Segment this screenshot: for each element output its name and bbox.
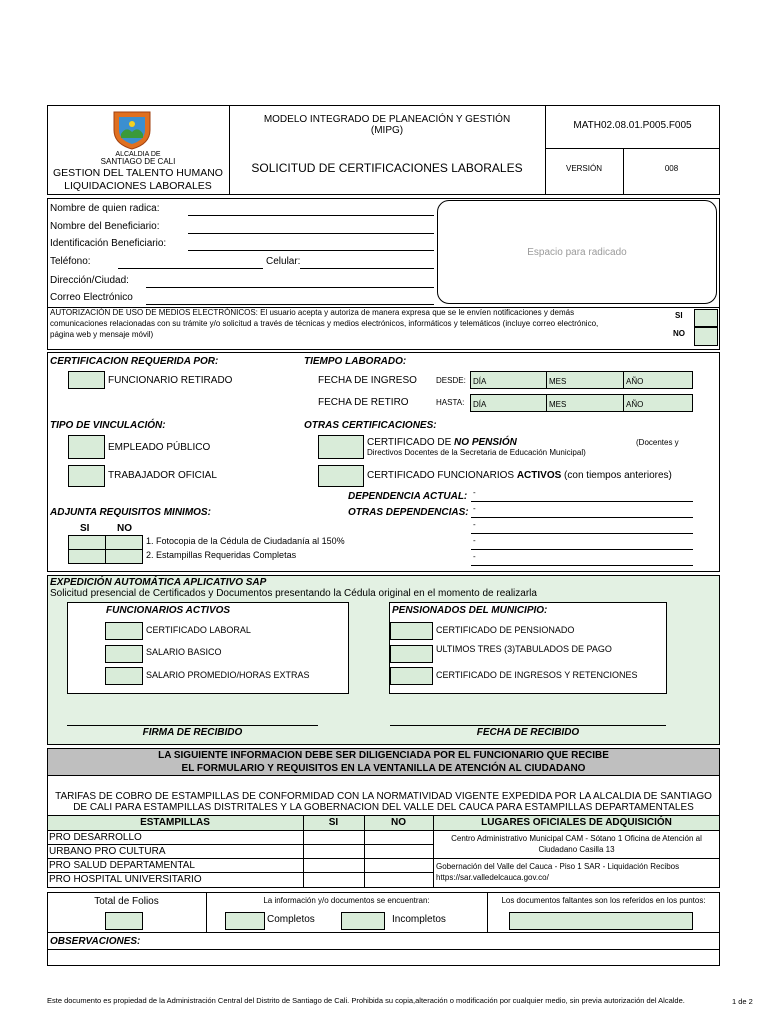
retiro-anio: AÑO bbox=[626, 400, 644, 409]
ultimos-tres-label: ULTIMOS TRES (3)TABULADOS DE PAGO bbox=[436, 644, 612, 654]
total-folios-label: Total de Folios bbox=[94, 896, 159, 907]
firma-label: FIRMA DE RECIBIDO bbox=[142, 727, 243, 738]
empleado-publico-checkbox[interactable] bbox=[68, 435, 105, 459]
stamps-header-estampillas: ESTAMPILLAS bbox=[140, 817, 210, 828]
docentes-note: (Docentes y bbox=[636, 438, 679, 447]
tipo-vinculacion-title: TIPO DE VINCULACIÓN: bbox=[50, 420, 166, 431]
funcionario-retirado-checkbox[interactable] bbox=[68, 371, 105, 389]
requerida-por-title: CERTIFICACION REQUERIDA POR: bbox=[50, 356, 219, 367]
fecha-retiro-label: FECHA DE RETIRO bbox=[318, 397, 409, 408]
auth-si-checkbox[interactable] bbox=[694, 309, 718, 327]
stamp-row-label: PRO SALUD DEPARTAMENTAL bbox=[49, 860, 195, 871]
ingreso-date-field[interactable] bbox=[470, 371, 693, 389]
hasta-label: HASTA: bbox=[436, 398, 465, 407]
incompletos-label: Incompletos bbox=[392, 914, 446, 925]
direccion-label: Dirección/Ciudad: bbox=[50, 275, 129, 286]
sap-title: EXPEDICIÓN AUTOMÁTICA APLICATIVO SAP bbox=[50, 577, 267, 588]
activos-label: CERTIFICADO FUNCIONARIOS ACTIVOS (con tiempos anteriores) bbox=[367, 470, 672, 481]
auth-no-checkbox[interactable] bbox=[694, 327, 718, 346]
fecha-line[interactable] bbox=[390, 725, 666, 726]
authorization-line1: AUTORIZACIÓN DE USO DE MEDIOS ELECTRÓNICOS: El usuario acepta y autoriza de manera expresa que se le envíen notificaciones y demás bbox=[50, 308, 575, 317]
incompletos-checkbox[interactable] bbox=[341, 912, 385, 930]
place-cam-line1: Centro Administrativo Municipal CAM - Sótano 1 Oficina de Atención al bbox=[451, 834, 702, 843]
dependencia-actual-input[interactable] bbox=[471, 501, 693, 502]
faltantes-input[interactable] bbox=[509, 912, 693, 930]
activos-checkbox[interactable] bbox=[318, 465, 364, 487]
retiro-dia: DÍA bbox=[473, 400, 487, 409]
funcionario-retirado-label: FUNCIONARIO RETIRADO bbox=[108, 375, 233, 386]
version-value: 008 bbox=[664, 164, 679, 173]
directivos-note: Directivos Docentes de la Secretaria de Educación Municipal) bbox=[367, 448, 586, 457]
cert-laboral-checkbox[interactable] bbox=[105, 622, 143, 640]
direccion-input[interactable] bbox=[146, 287, 434, 288]
dept-name: GESTION DEL TALENTO HUMANO bbox=[53, 167, 223, 179]
tarifas-line2: DE CALI PARA ESTAMPILLAS DISTRITALES Y LA GOBERNACION DEL VALLE DEL CAUCA PARA ESTAMPILLAS DEPARTAMENTALES bbox=[73, 802, 694, 813]
fecha-label: FECHA DE RECIBIDO bbox=[476, 727, 580, 738]
authorization-line2: comunicaciones relacionadas con su trámite y/o solicitud a través de técnicas y medios electrónicos, informáticos y telemáticos (incluye correo electrónico, bbox=[50, 319, 599, 328]
salario-promedio-checkbox[interactable] bbox=[105, 667, 143, 685]
cert-pensionado-checkbox[interactable] bbox=[390, 622, 433, 640]
auth-no-label: NO bbox=[673, 329, 685, 338]
place-cam-line2: Ciudadano Casilla 13 bbox=[538, 845, 615, 854]
completos-checkbox[interactable] bbox=[225, 912, 265, 930]
stamp-row-label: PRO DESARROLLO bbox=[49, 832, 142, 843]
org-line1: ALCALDIA DE bbox=[115, 151, 161, 158]
faltantes-label: Los documentos faltantes son los referidos en los puntos: bbox=[501, 896, 706, 905]
dep-dash-4: - bbox=[473, 552, 476, 561]
otras-dependencias-input-4[interactable] bbox=[471, 565, 693, 566]
telefono-input[interactable] bbox=[118, 268, 263, 269]
ingreso-mes: MES bbox=[549, 377, 567, 386]
req1-si-checkbox[interactable] bbox=[68, 535, 106, 550]
req2-si-checkbox[interactable] bbox=[68, 549, 106, 564]
page-number: 1 de 2 bbox=[732, 997, 753, 1006]
no-pension-label: CERTIFICADO DE NO PENSIÓN bbox=[367, 437, 517, 448]
form-code: MATH02.08.01.P005.F005 bbox=[573, 120, 692, 131]
retiro-mes: MES bbox=[549, 400, 567, 409]
banner-line1: LA SIGUIENTE INFORMACION DEBE SER DILIGENCIADA POR EL FUNCIONARIO QUE RECIBE bbox=[158, 750, 609, 761]
place-gob-line1: Gobernación del Valle del Cauca - Piso 1 SAR - Liquidación Recibos bbox=[436, 862, 680, 871]
sap-subtitle: Solicitud presencial de Certificados y Documentos presentando la Cédula original en el momento de realizarla bbox=[50, 588, 537, 599]
req2-no-checkbox[interactable] bbox=[105, 549, 143, 564]
no-pension-checkbox[interactable] bbox=[318, 435, 364, 459]
model-abbr: (MIPG) bbox=[370, 125, 404, 136]
trabajador-oficial-checkbox[interactable] bbox=[68, 465, 105, 487]
dep-dash-1: - bbox=[473, 504, 476, 513]
observaciones-input[interactable] bbox=[48, 950, 719, 965]
stamps-header-si: SI bbox=[328, 817, 339, 828]
total-folios-input[interactable] bbox=[105, 912, 143, 930]
city-seal-icon bbox=[108, 108, 156, 150]
otras-certificaciones-title: OTRAS CERTIFICACIONES: bbox=[304, 420, 437, 431]
dependencia-actual-label: DEPENDENCIA ACTUAL: bbox=[348, 491, 468, 502]
radica-input[interactable] bbox=[188, 215, 434, 216]
dep-dash-2: - bbox=[473, 520, 476, 529]
otras-dependencias-input-2[interactable] bbox=[471, 533, 693, 534]
otras-dependencias-input-3[interactable] bbox=[471, 549, 693, 550]
dept-subname: LIQUIDACIONES LABORALES bbox=[64, 180, 212, 192]
otras-dependencias-input-1[interactable] bbox=[471, 517, 693, 518]
model-title: MODELO INTEGRADO DE PLANEACIÓN Y GESTIÓN bbox=[263, 114, 511, 125]
celular-input[interactable] bbox=[300, 268, 434, 269]
identificacion-input[interactable] bbox=[188, 250, 434, 251]
ingreso-dia: DÍA bbox=[473, 377, 487, 386]
req-si-header: SI bbox=[80, 523, 90, 534]
correo-input[interactable] bbox=[146, 304, 434, 305]
cert-ingresos-checkbox[interactable] bbox=[390, 667, 433, 685]
stamp-row-label: URBANO PRO CULTURA bbox=[49, 846, 166, 857]
firma-line[interactable] bbox=[67, 725, 318, 726]
authorization-line3: página web y mensaje móvil) bbox=[50, 330, 154, 339]
org-line2: SANTIAGO DE CALI bbox=[100, 157, 176, 166]
auth-si-label: SI bbox=[675, 311, 683, 320]
ingreso-anio: AÑO bbox=[626, 377, 644, 386]
tiempo-laborado-title: TIEMPO LABORADO: bbox=[304, 356, 407, 367]
correo-label: Correo Electrónico bbox=[50, 292, 133, 303]
adjunta-title: ADJUNTA REQUISITOS MINIMOS: bbox=[50, 507, 211, 518]
req-no-header: NO bbox=[117, 523, 132, 534]
salario-basico-label: SALARIO BASICO bbox=[146, 647, 222, 657]
activos-title: FUNCIONARIOS ACTIVOS bbox=[106, 605, 231, 616]
pensionados-title: PENSIONADOS DEL MUNICIPIO: bbox=[392, 605, 548, 616]
banner-line2: EL FORMULARIO Y REQUISITOS EN LA VENTANILLA DE ATENCIÓN AL CIUDADANO bbox=[181, 763, 586, 774]
stamp-row-label: PRO HOSPITAL UNIVERSITARIO bbox=[49, 874, 202, 885]
cert-ingresos-label: CERTIFICADO DE INGRESOS Y RETENCIONES bbox=[436, 670, 638, 680]
trabajador-oficial-label: TRABAJADOR OFICIAL bbox=[108, 470, 217, 481]
req1-label: 1. Fotocopia de la Cédula de Ciudadanía al 150% bbox=[146, 536, 345, 546]
empleado-publico-label: EMPLEADO PÚBLICO bbox=[108, 442, 211, 453]
stamps-header-lugares: LUGARES OFICIALES DE ADQUISICIÓN bbox=[481, 817, 672, 828]
tarifas-line1: TARIFAS DE COBRO DE ESTAMPILLAS DE CONFORMIDAD CON LA NORMATIVIDAD VIGENTE EXPEDIDA POR LA ALCALDIA DE SANTIAGO bbox=[55, 791, 712, 802]
retiro-date-field[interactable] bbox=[470, 394, 693, 412]
version-label: VERSIÓN bbox=[565, 164, 602, 173]
completos-label: Completos bbox=[267, 914, 315, 925]
observaciones-label: OBSERVACIONES: bbox=[50, 936, 141, 947]
dep-dash-3: - bbox=[473, 536, 476, 545]
stamps-header-no: NO bbox=[391, 817, 406, 828]
cert-pensionado-label: CERTIFICADO DE PENSIONADO bbox=[436, 625, 575, 635]
beneficiario-input[interactable] bbox=[188, 233, 434, 234]
req1-no-checkbox[interactable] bbox=[105, 535, 143, 550]
info-docs-label: La información y/o documentos se encuentran: bbox=[263, 896, 430, 905]
form-title: SOLICITUD DE CERTIFICACIONES LABORALES bbox=[251, 161, 523, 175]
identificacion-label: Identificación Beneficiario: bbox=[50, 238, 167, 249]
salario-promedio-label: SALARIO PROMEDIO/HORAS EXTRAS bbox=[146, 670, 310, 680]
salario-basico-checkbox[interactable] bbox=[105, 645, 143, 663]
ultimos-tres-checkbox[interactable] bbox=[390, 645, 433, 663]
radicado-space-label: Espacio para radicado bbox=[527, 247, 627, 258]
dependencia-dash: - bbox=[473, 488, 476, 497]
celular-label: Celular: bbox=[266, 256, 301, 267]
desde-label: DESDE: bbox=[436, 376, 466, 385]
cert-laboral-label: CERTIFICADO LABORAL bbox=[146, 625, 251, 635]
place-gob-url[interactable]: https://sar.valledelcauca.gov.co/ bbox=[436, 873, 549, 882]
radica-label: Nombre de quien radica: bbox=[50, 203, 160, 214]
req2-label: 2. Estampillas Requeridas Completas bbox=[146, 550, 297, 560]
footer-disclaimer: Este documento es propiedad de la Administración Central del Distrito de Santiago de Cali. Prohibida su copia,alteración o modificación por cualquier medio, sin previa autorización del Alcalde. bbox=[47, 996, 685, 1005]
fecha-ingreso-label: FECHA DE INGRESO bbox=[318, 375, 417, 386]
beneficiario-label: Nombre del Beneficiario: bbox=[50, 221, 160, 232]
otras-dependencias-label: OTRAS DEPENDENCIAS: bbox=[348, 507, 469, 518]
telefono-label: Teléfono: bbox=[50, 256, 91, 267]
